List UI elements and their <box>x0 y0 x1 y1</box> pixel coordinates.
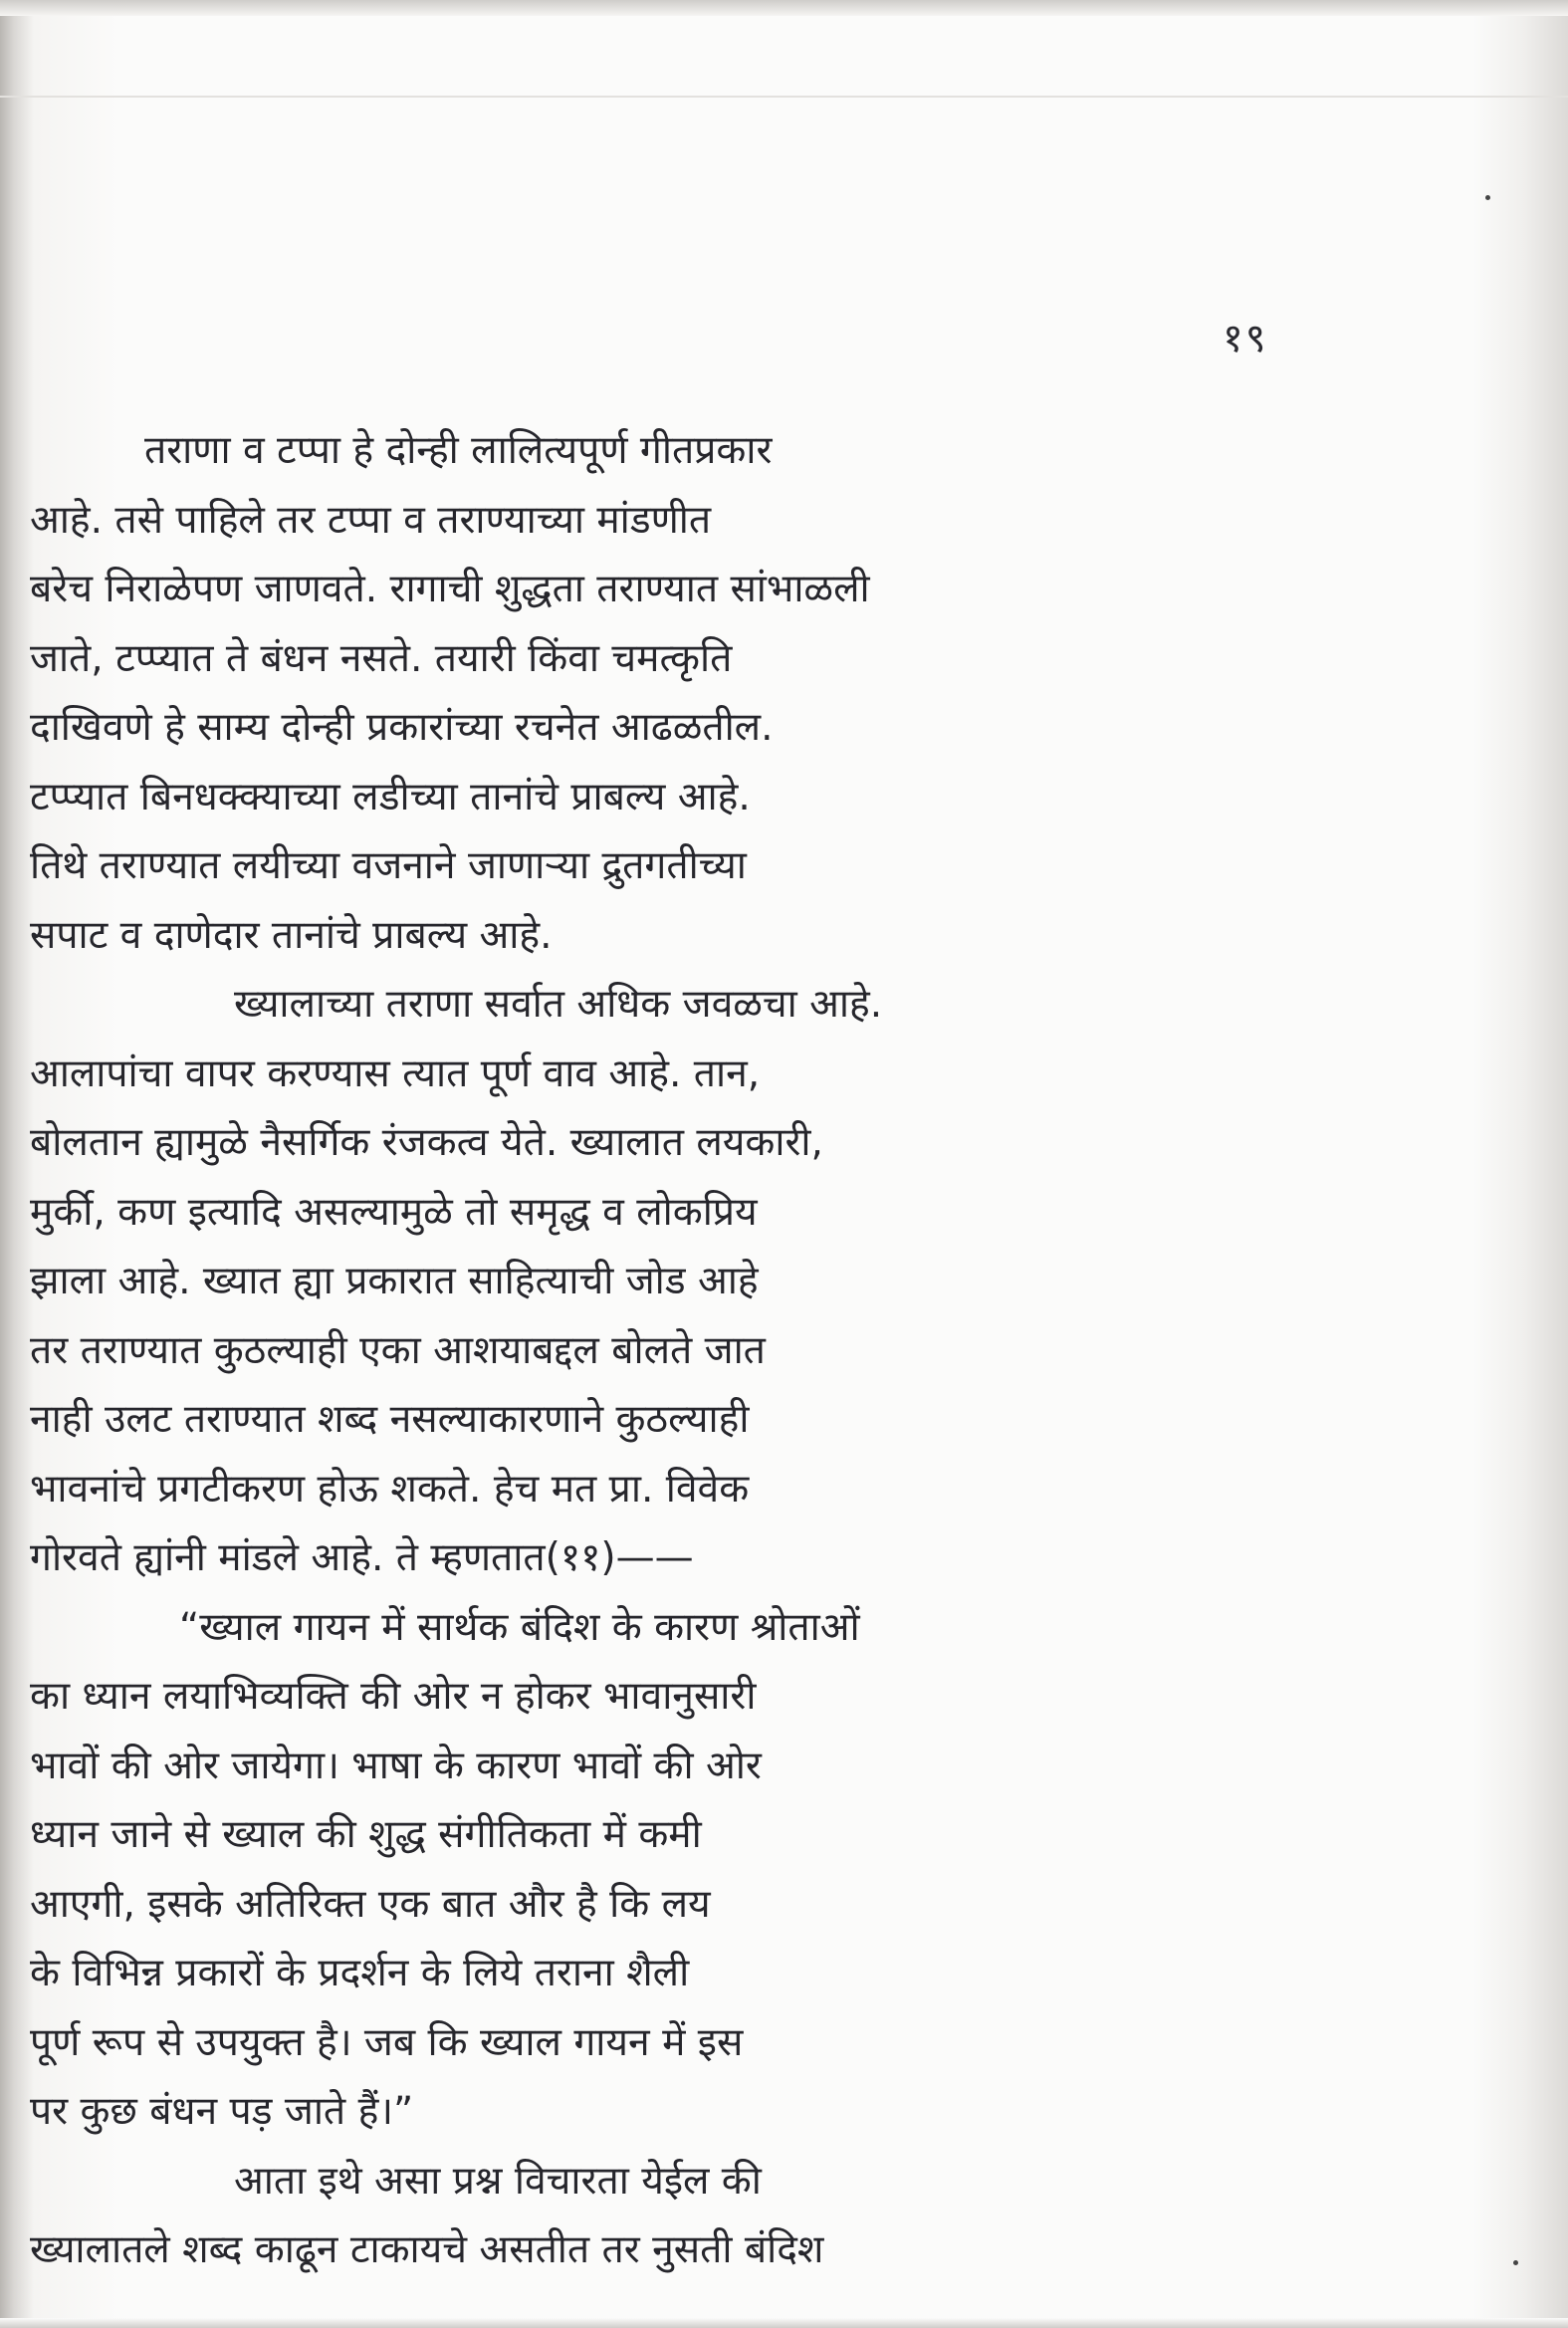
text-line: दाखिवणे हे साम्य दोन्ही प्रकारांच्या रचनेत आढळतील. <box>30 705 774 750</box>
text-line: आहे. तसे पाहिले तर टप्पा व तराण्याच्या मांडणीत <box>30 497 712 543</box>
text-line: बरेच निराळेपण जाणवते. रागाची शुद्धता तराण्यात सांभाळली <box>30 567 870 611</box>
text-line: ख्यालाच्या तराणा सर्वात अधिक जवळचा आहे. <box>234 982 883 1027</box>
quote-line: भावों की ओर जायेगा। भाषा के कारण भावों की ओर <box>30 1743 762 1788</box>
text-line: तिथे तराण्यात लयीच्या वजनाने जाणाऱ्या द्रुतगतीच्या <box>30 843 747 888</box>
text-line: आलापांचा वापर करण्यास त्यात पूर्ण वाव आहे. तान, <box>30 1050 761 1096</box>
text-line: बोलतान ह्यामुळे नैसर्गिक रंजकत्व येते. ख्यालात लयकारी, <box>30 1120 823 1165</box>
page-bottom-edge <box>0 2318 1568 2328</box>
quote-line: “ख्याल गायन में सार्थक बंदिश के कारण श्रोताओं <box>179 1604 860 1650</box>
top-margin-rule <box>0 96 1568 98</box>
ink-speck <box>1513 2260 1518 2265</box>
quote-line: ध्यान जाने से ख्याल की शुद्ध संगीतिकता में कमी <box>30 1812 702 1857</box>
quote-line: पर कुछ बंधन पड़ जाते हैं।” <box>30 2089 414 2134</box>
text-line: जाते, टप्प्यात ते बंधन नसते. तयारी किंवा चमत्कृति <box>30 635 733 681</box>
text-line: तराणा व टप्पा हे दोन्ही लालित्यपूर्ण गीतप्रकार <box>144 428 773 473</box>
text-line: झाला आहे. ख्यात ह्या प्रकारात साहित्याची जोड आहे <box>30 1259 759 1303</box>
text-line: टप्प्यात बिनधक्क्याच्या लडीच्या तानांचे प्राबल्य आहे. <box>30 774 751 819</box>
text-line: मुर्की, कण इत्यादि असल्यामुळे तो समृद्ध व लोकप्रिय <box>30 1189 758 1235</box>
page-top-edge <box>0 0 1568 16</box>
quote-line: आएगी, इसके अतिरिक्त एक बात और है कि लय <box>30 1881 711 1927</box>
quote-line: के विभिन्न प्रकारों के प्रदर्शन के लिये तराना शैली <box>30 1951 690 1995</box>
text-line: नाही उलट तराण्यात शब्द नसल्याकारणाने कुठल्याही <box>30 1397 750 1442</box>
text-line: सपाट व दाणेदार तानांचे प्राबल्य आहे. <box>30 912 553 958</box>
handwritten-text-block <box>30 416 1444 2285</box>
text-line: ख्यालातले शब्द काढून टाकायचे असतीत तर नुसती बंदिश <box>30 2227 824 2272</box>
text-line: भावनांचे प्रगटीकरण होऊ शकते. हेच मत प्रा. विवेक <box>30 1466 750 1512</box>
text-line: तर तराण्यात कुठल्याही एका आशयाबद्दल बोलते जात <box>30 1327 766 1373</box>
text-line: आता इथे असा प्रश्न विचारता येईल की <box>234 2158 762 2204</box>
ink-speck <box>1485 195 1490 200</box>
quote-line: का ध्यान लयाभिव्यक्ति की ओर न होकर भावानुसारी <box>30 1674 757 1719</box>
page-number: १९ <box>1223 316 1268 361</box>
text-line: गोरवते ह्यांनी मांडले आहे. ते म्हणतात(११)—— <box>30 1535 694 1580</box>
quote-line: पूर्ण रूप से उपयुक्त है। जब कि ख्याल गायन में इस <box>30 2019 744 2065</box>
